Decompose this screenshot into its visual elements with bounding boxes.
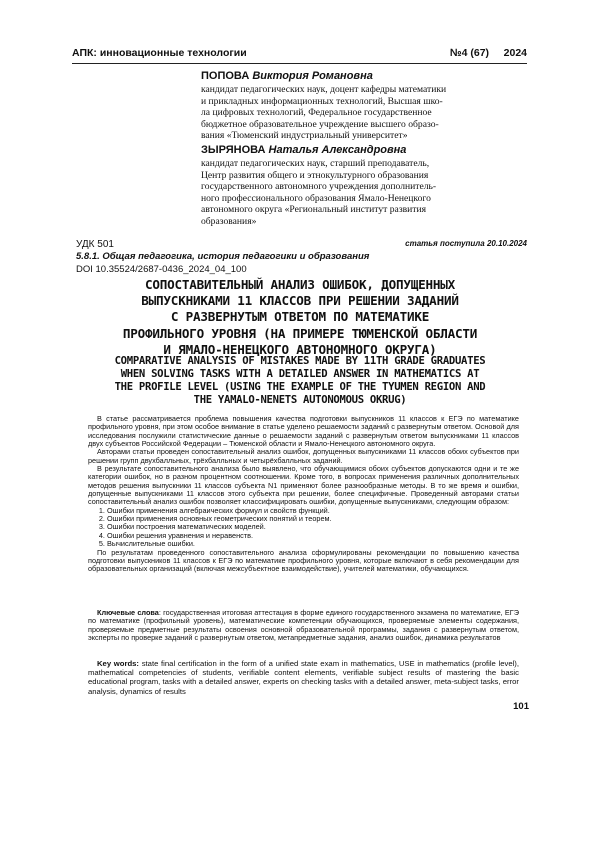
author-given-name: Наталья Александровна <box>268 144 407 156</box>
issue-year: 2024 <box>503 47 527 59</box>
keywords-english <box>88 659 519 696</box>
title-line: ВЫПУСКНИКАМИ 11 КЛАССОВ ПРИ РЕШЕНИИ ЗАДАНИЙ <box>141 293 459 309</box>
abstract-paragraph: Авторами статьи проведен сопоставительный анализ ошибок, допущенных выпускниками 11 классов обоих субъектов при решении групп двухбалльных, трёхбалльных и четырёхбалльных заданий. <box>88 447 519 465</box>
title-russian <box>76 277 524 358</box>
abstract-paragraph: По результатам проведенного сопоставительного анализа сформулированы рекомендации по повышению качества подготовки выпускников 11 классов к ЕГЭ по математике профильного уровня, которые включают в себя рекомендации для образовательных организаций (включая межсубъектное взаимодействие), учителей математики, обучающихся. <box>88 547 519 574</box>
affiliation-line: бюджетное образовательное учреждение высшего образо- <box>201 118 439 130</box>
affiliation-line: и прикладных информационных технологий, Высшая шко- <box>201 95 443 107</box>
list-item: 5. Вычислительные ошибки. <box>107 540 519 548</box>
affiliation-line: кандидат педагогических наук, старший преподаватель, <box>201 158 430 169</box>
list-item: 4. Ошибки решения уравнения и неравенств. <box>107 532 519 540</box>
author-given-name: Виктория Романовна <box>252 70 373 82</box>
title-line: THE PROFILE LEVEL (USING THE EXAMPLE OF THE TYUMEN REGION AND <box>114 380 486 393</box>
title-line: ПРОФИЛЬНОГО УРОВНЯ (НА ПРИМЕРЕ ТЮМЕНСКОЙ ОБЛАСТИ <box>122 325 478 341</box>
title-line: СОПОСТАВИТЕЛЬНЫЙ АНАЛИЗ ОШИБОК, ДОПУЩЕННЫХ <box>144 277 456 292</box>
udk-code: УДК 501 <box>76 239 114 250</box>
author-name <box>201 70 461 83</box>
keywords-label: Key words: <box>97 659 139 668</box>
title-line: И ЯМАЛО-НЕНЕЦКОГО АВТОНОМНОГО ОКРУГА) <box>163 341 437 357</box>
affiliation-line: государственного автономного учреждения дополнитель- <box>201 181 437 193</box>
keywords-text: : государственная итоговая аттестация в форме единого государственного экзамена по математике, ЕГЭ по математике (профильный уровень), математические компетенции обучающихся, проверяемые элементы содержания, проверяемые предметные результаты освоения основной образовательной программы, задания с развернутым ответом, эксперты по проверке заданий с развернутым ответом, метапредметные задания, анализ ошибок, динамика результатов <box>88 608 519 643</box>
abstract <box>88 415 519 574</box>
keywords-text: state final certification in the form of a unified state exam in mathematics, USE in mathematics (profile level), mathematical competencies of students, verifiable content elements, verifiable subject results of mastering the basic educational program, tasks with a detailed answer, experts on checking tasks with a detailed answer, meta-subject tasks, error analysis, dynamics of results <box>88 659 520 696</box>
author-name <box>201 144 461 157</box>
list-item: 2. Ошибки применения основных геометрических понятий и теорем. <box>107 515 519 523</box>
affiliation-line: Центр развития общего и этнокультурного образования <box>201 169 429 181</box>
affiliation-line: ла цифровых технологий, Федеральное государственное <box>201 107 432 119</box>
author-block-1 <box>201 70 461 142</box>
keywords-russian <box>88 609 519 642</box>
affiliation-line: ного профессионального образования Ямало-Ненецкого <box>201 192 431 204</box>
title-line: WHEN SOLVING TASKS WITH A DETAILED ANSWER IN MATHEMATICS AT <box>120 367 480 380</box>
author-block-2 <box>201 144 461 228</box>
issue-number: №4 (67) <box>449 47 490 59</box>
keywords-label: Ключевые слова <box>97 608 159 617</box>
section-code: 5.8.1. Общая педагогика, история педагогики и образования <box>76 251 370 262</box>
list-item: 3. Ошибки построения математических моделей. <box>107 523 519 531</box>
title-english <box>76 355 524 407</box>
keywords-paragraph <box>88 659 519 696</box>
title-line: COMPARATIVE ANALYSIS OF MISTAKES MADE BY 11TH GRADE GRADUATES <box>114 355 486 367</box>
doi: DOI 10.35524/2687-0436_2024_04_100 <box>76 264 247 275</box>
author-surname: ПОПОВА <box>201 70 250 82</box>
affiliation-line: образования» <box>201 215 257 227</box>
list-item: 1. Ошибки применения алгебраических формул и свойств функций. <box>107 507 519 515</box>
header-rule <box>72 63 527 64</box>
title-line: С РАЗВЕРНУТЫМ ОТВЕТОМ ПО МАТЕМАТИКЕ <box>170 309 430 325</box>
affiliation-line: вания «Тюменский индустриальный университет» <box>201 130 408 142</box>
keywords-paragraph <box>88 609 519 642</box>
received-date: статья поступила 20.10.2024 <box>405 239 527 248</box>
page-number: 101 <box>513 701 529 712</box>
author-surname: ЗЫРЯНОВА <box>201 144 266 156</box>
error-list <box>88 507 519 549</box>
journal-title: АПК: инновационные технологии <box>72 47 247 59</box>
abstract-paragraph: В статье рассматривается проблема повышения качества подготовки выпускников 11 классов к ЕГЭ по математике профильного уровня, при этом особое внимание в статье уделено решаемости заданий с развернутым ответом. Основой для исследования послужили статистические данные о решаемости заданий с развернутым ответом выпускниками 11 классов двух субъектов Российской Федерации – Тюменской области и Ямало-Ненецкого автономного округа. <box>88 414 519 449</box>
issue-info <box>450 47 527 59</box>
affiliation-line: автономного округа «Региональный институт развития <box>201 204 427 216</box>
affiliation-line: кандидат педагогических наук, доцент кафедры математики <box>201 84 447 95</box>
title-line: THE YAMALO-NENETS AUTONOMOUS OKRUG) <box>193 393 407 406</box>
abstract-paragraph: В результате сопоставительного анализа было выявлено, что обучающимися обоих субъектов допускаются одни и те же категории ошибок, но в разном процентном соотношении. Кроме того, в вопросах применения различных дополнительных методов решения выпускники 11 классов субъекта N1 применяют более разнообразные методы. В то же время и ошибки, допущенные выпускниками 11 классов этого субъекта при решении, более специфичные. Проведенный авторами статьи сопоставительный анализ ошибок позволяет классифицировать ошибки, допущенные выпускниками, следующим образом: <box>88 464 519 507</box>
